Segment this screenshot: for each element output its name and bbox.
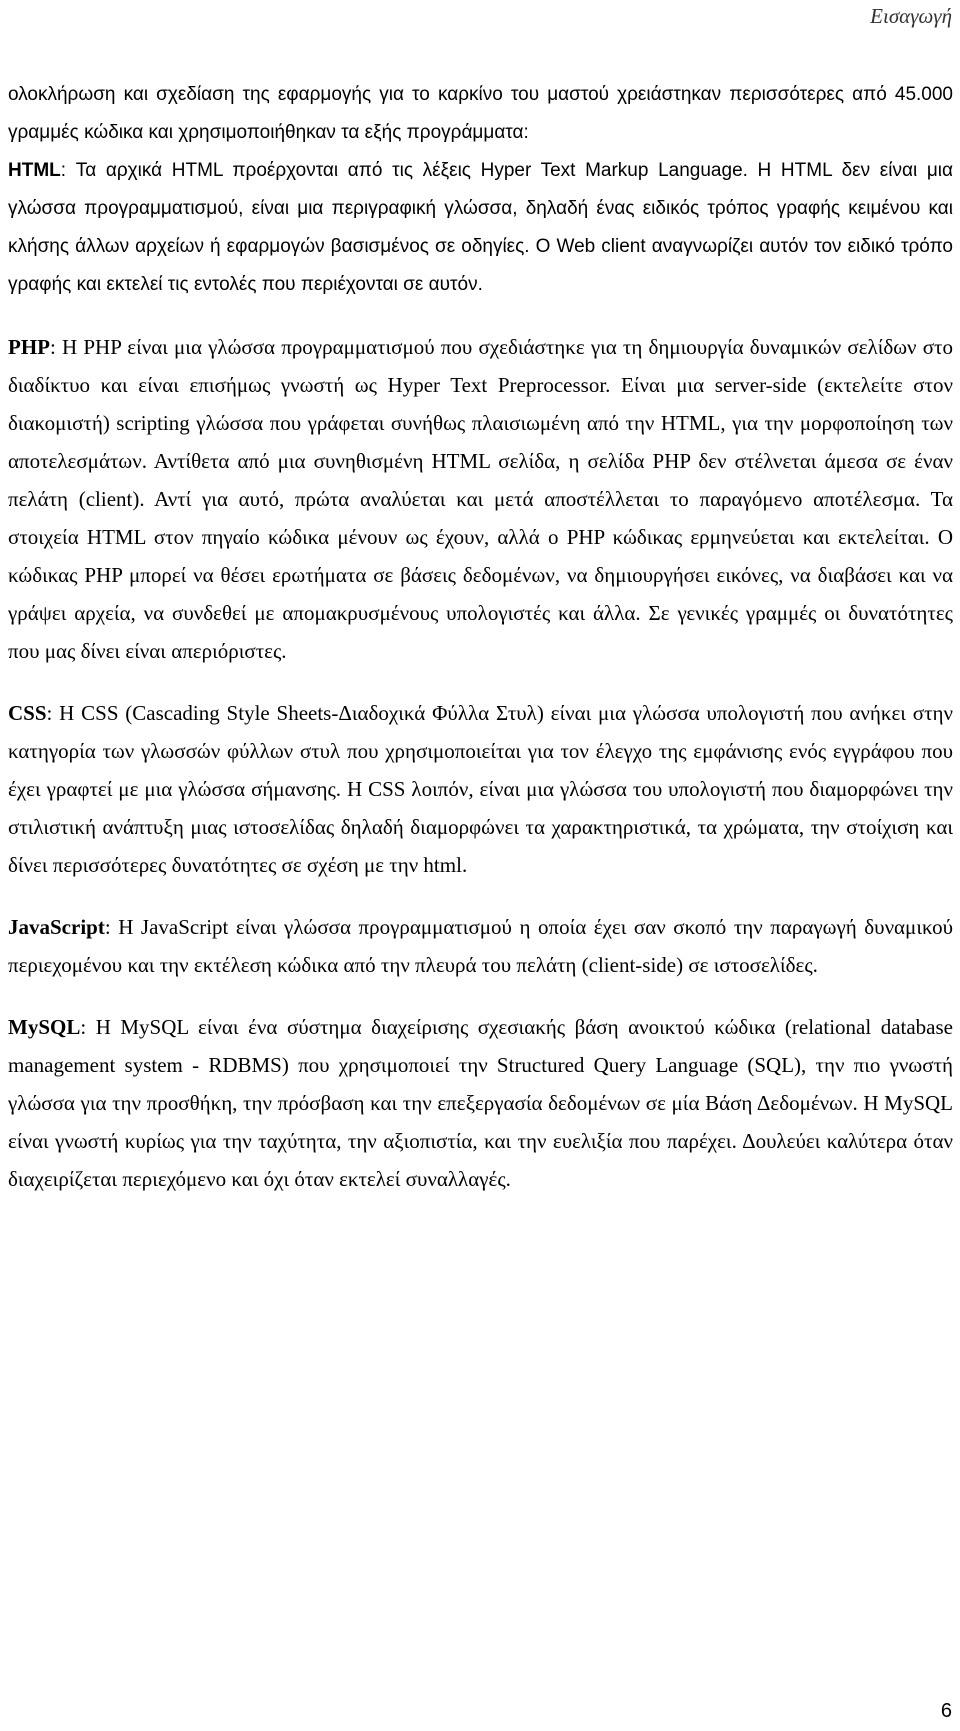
- javascript-term: JavaScript: [8, 915, 105, 939]
- section-header: Εισαγωγή: [870, 4, 952, 28]
- html-description: : Τα αρχικά HTML προέρχονται από τις λέξεις Hyper Text Markup Language. Η HTML δεν είναι μια γλώσσα προγραμματισμού, είναι μια περιγραφική γλώσσα, δηλαδή ένας ειδικός τρόπος γραφής κειμένου και κλήσης άλλων αρχείων ή εφαρμογών βασισμένος σε οδηγίες. Ο Web client αναγνωρίζει αυτόν τον ειδικό τρόπο γραφής και εκτελεί τις εντολές που περιέχονται σε αυτόν.: [8, 160, 953, 295]
- document-body: [8, 76, 953, 1198]
- mysql-description: : Η MySQL είναι ένα σύστημα διαχείρισης σχεσιακής βάση ανοικτού κώδικα (relational database management system - RDBMS) που χρησιμοποιεί την Structured Query Language (SQL), την πιο γνωστή γλώσσα για την προσθήκη, την πρόσβαση και την επεξεργασία δεδομένων σε μία Βάση Δεδομένων. Η MySQL είναι γνωστή κυρίως για την ταχύτητα, την αξιοπιστία, και την ευελιξία που παρέχει. Δουλεύει καλύτερα όταν διαχειρίζεται περιεχόμενο και όχι όταν εκτελεί συναλλαγές.: [8, 1015, 953, 1191]
- intro-paragraph: ολοκλήρωση και σχεδίαση της εφαρμογής για το καρκίνο του μαστού χρειάστηκαν περισσότερες από 45.000 γραμμές κώδικα και χρησιμοποιήθηκαν τα εξής προγράμματα:: [8, 84, 953, 143]
- php-description: : Η PHP είναι μια γλώσσα προγραμματισμού που σχεδιάστηκε για τη δημιουργία δυναμικών σελίδων στο διαδίκτυο και είναι επισήμως γνωστή ως Hyper Text Preprocessor. Είναι μια server-side (εκτελείτε στον διακομιστή) scripting γλώσσα που γράφεται συνήθως πλαισιωμένη από την HTML, για την μορφοποίηση των αποτελεσμάτων. Αντίθετα από μια συνηθισμένη HTML σελίδα, η σελίδα PHP δεν στέλνεται άμεσα σε έναν πελάτη (client). Αντί για αυτό, πρώτα αναλύεται και μετά αποστέλλεται το παραγόμενο αποτέλεσμα. Τα στοιχεία HTML στον πηγαίο κώδικα μένουν ως έχουν, αλλά ο PHP κώδικας ερμηνεύεται και εκτελείται. Ο κώδικας PHP μπορεί να θέσει ερωτήματα σε βάσεις δεδομένων, να δημιουργήσει εικόνες, να διαβάσει και να γράψει αρχεία, να συνδεθεί με απομακρυσμένους υπολογιστές και άλλα. Σε γενικές γραμμές οι δυνατότητες που μας δίνει είναι απεριόριστες.: [8, 335, 953, 663]
- css-term: CSS: [8, 701, 47, 725]
- mysql-paragraph: [8, 1008, 953, 1198]
- css-description: : Η CSS (Cascading Style Sheets-Διαδοχικά Φύλλα Στυλ) είναι μια γλώσσα υπολογιστή που ανήκει στην κατηγορία των γλωσσών φύλλων στυλ που χρησιμοποιείται για τον έλεγχο της εμφάνισης ενός εγγράφου που έχει γραφτεί με μια γλώσσα σήμανσης. Η CSS λοιπόν, είναι μια γλώσσα του υπολογιστή που διαμορφώνει την στιλιστική ανάπτυξη μιας ιστοσελίδας δηλαδή διαμορφώνει τα χαρακτηριστικά, τα χρώματα, την στοίχιση και δίνει περισσότερες δυνατότητες σε σχέση με την html.: [8, 701, 953, 877]
- css-paragraph: [8, 694, 953, 884]
- page-number: 6: [940, 1700, 952, 1722]
- javascript-description: : Η JavaScript είναι γλώσσα προγραμματισμού η οποία έχει σαν σκοπό την παραγωγή δυναμικού περιεχομένου και την εκτέλεση κώδικα από την πλευρά του πελάτη (client-side) σε ιστοσελίδες.: [8, 915, 953, 977]
- javascript-paragraph: [8, 908, 953, 984]
- html-term: HTML: [8, 160, 61, 181]
- html-paragraph: [8, 152, 953, 304]
- php-paragraph: [8, 328, 953, 670]
- php-term: PHP: [8, 335, 50, 359]
- mysql-term: MySQL: [8, 1015, 81, 1039]
